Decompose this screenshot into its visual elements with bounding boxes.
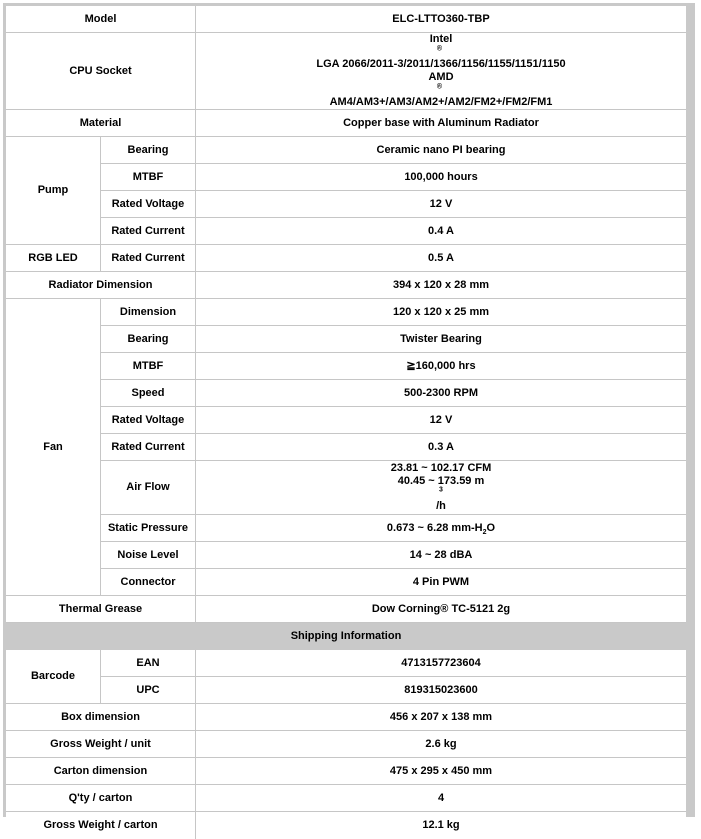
row-rgb-led	[6, 245, 686, 272]
pump-rated-current-label: Rated Current	[101, 218, 196, 245]
rgb-led-value: 0.5 A	[196, 245, 686, 272]
fan-rated-voltage-value: 12 V	[196, 407, 686, 434]
fan-bearing-label: Bearing	[101, 326, 196, 353]
row-pump-bearing	[6, 137, 686, 164]
row-radiator-dimension	[6, 272, 686, 299]
row-material	[6, 110, 686, 137]
radiator-dimension-label: Radiator Dimension	[6, 272, 196, 299]
row-fan-connector	[6, 569, 686, 596]
rgb-led-label: RGB LED	[6, 245, 101, 272]
pump-mtbf-value: 100,000 hours	[196, 164, 686, 191]
fan-rated-current-label: Rated Current	[101, 434, 196, 461]
fan-speed-value: 500-2300 RPM	[196, 380, 686, 407]
row-qty-carton	[6, 785, 686, 812]
barcode-ean-value: 4713157723604	[196, 650, 686, 677]
model-value: ELC-LTTO360-TBP	[196, 6, 686, 33]
carton-dimension-value: 475 x 295 x 450 mm	[196, 758, 686, 785]
fan-mtbf-label: MTBF	[101, 353, 196, 380]
row-fan-rated-voltage	[6, 407, 686, 434]
row-pump-rated-voltage	[6, 191, 686, 218]
barcode-upc-label: UPC	[101, 677, 196, 704]
model-label: Model	[6, 6, 196, 33]
pump-rated-voltage-value: 12 V	[196, 191, 686, 218]
cpu-socket-amd: AMD ® AM4/AM3+/AM3/AM2+/AM2/FM2+/FM2/FM1	[329, 70, 553, 109]
row-fan-noise-level	[6, 542, 686, 569]
row-pump-mtbf	[6, 164, 686, 191]
row-fan-air-flow	[6, 461, 686, 515]
fan-connector-value: 4 Pin PWM	[196, 569, 686, 596]
barcode-label: Barcode	[6, 650, 101, 704]
qty-carton-label: Q'ty / carton	[6, 785, 196, 812]
box-dimension-value: 456 x 207 x 138 mm	[196, 704, 686, 731]
cpu-socket-intel: Intel ® LGA 2066/2011-3/2011/1366/1156/1155/1151/1150	[316, 33, 566, 71]
row-model	[6, 6, 686, 33]
row-barcode-ean	[6, 650, 686, 677]
carton-dimension-label: Carton dimension	[6, 758, 196, 785]
fan-rated-voltage-label: Rated Voltage	[101, 407, 196, 434]
box-dimension-label: Box dimension	[6, 704, 196, 731]
row-fan-speed	[6, 380, 686, 407]
pump-bearing-label: Bearing	[101, 137, 196, 164]
row-thermal-grease	[6, 596, 686, 623]
gross-weight-unit-label: Gross Weight / unit	[6, 731, 196, 758]
row-barcode-upc	[6, 677, 686, 704]
fan-noise-level-value: 14 ~ 28 dBA	[196, 542, 686, 569]
thermal-grease-label: Thermal Grease	[6, 596, 196, 623]
row-carton-dimension	[6, 758, 686, 785]
gross-weight-unit-value: 2.6 kg	[196, 731, 686, 758]
fan-rated-current-value: 0.3 A	[196, 434, 686, 461]
fan-label: Fan	[6, 299, 101, 596]
barcode-ean-label: EAN	[101, 650, 196, 677]
row-cpu-socket	[6, 33, 686, 110]
row-pump-rated-current	[6, 218, 686, 245]
fan-mtbf-value: ≧160,000 hrs	[196, 353, 686, 380]
row-gross-weight-carton	[6, 812, 686, 839]
row-gross-weight-unit	[6, 731, 686, 758]
fan-bearing-value: Twister Bearing	[196, 326, 686, 353]
fan-speed-label: Speed	[101, 380, 196, 407]
fan-dimension-value: 120 x 120 x 25 mm	[196, 299, 686, 326]
row-fan-static-pressure	[6, 515, 686, 542]
gross-weight-carton-value: 12.1 kg	[196, 812, 686, 839]
fan-static-pressure-label: Static Pressure	[101, 515, 196, 542]
spec-table	[6, 6, 686, 839]
row-box-dimension	[6, 704, 686, 731]
shipping-information-header: Shipping Information	[6, 623, 686, 650]
pump-label: Pump	[6, 137, 101, 245]
barcode-upc-value: 819315023600	[196, 677, 686, 704]
row-fan-bearing	[6, 326, 686, 353]
fan-noise-level-label: Noise Level	[101, 542, 196, 569]
fan-air-flow-value	[196, 461, 686, 515]
pump-mtbf-label: MTBF	[101, 164, 196, 191]
fan-dimension-label: Dimension	[101, 299, 196, 326]
thermal-grease-value: Dow Corning® TC-5121 2g	[196, 596, 686, 623]
pump-rated-current-value: 0.4 A	[196, 218, 686, 245]
material-value: Copper base with Aluminum Radiator	[196, 110, 686, 137]
cpu-socket-label: CPU Socket	[6, 33, 196, 110]
qty-carton-value: 4	[196, 785, 686, 812]
fan-air-flow-cfm: 23.81 ~ 102.17 CFM	[390, 462, 492, 475]
radiator-dimension-value: 394 x 120 x 28 mm	[196, 272, 686, 299]
fan-air-flow-m3h: 40.45 ~ 173.59 m $^3$ /h	[397, 474, 485, 512]
row-fan-rated-current	[6, 434, 686, 461]
row-fan-dimension	[6, 299, 686, 326]
pump-bearing-value: Ceramic nano PI bearing	[196, 137, 686, 164]
material-label: Material	[6, 110, 196, 137]
gross-weight-carton-label: Gross Weight / carton	[6, 812, 196, 839]
fan-static-pressure-value: 0.673 ~ 6.28 $mm-H_2O$	[196, 515, 686, 542]
rgb-led-sub-label: Rated Current	[101, 245, 196, 272]
pump-rated-voltage-label: Rated Voltage	[101, 191, 196, 218]
cpu-socket-value	[196, 33, 686, 110]
fan-connector-label: Connector	[101, 569, 196, 596]
fan-air-flow-label: Air Flow	[101, 461, 196, 515]
row-fan-mtbf	[6, 353, 686, 380]
row-shipping-header	[6, 623, 686, 650]
